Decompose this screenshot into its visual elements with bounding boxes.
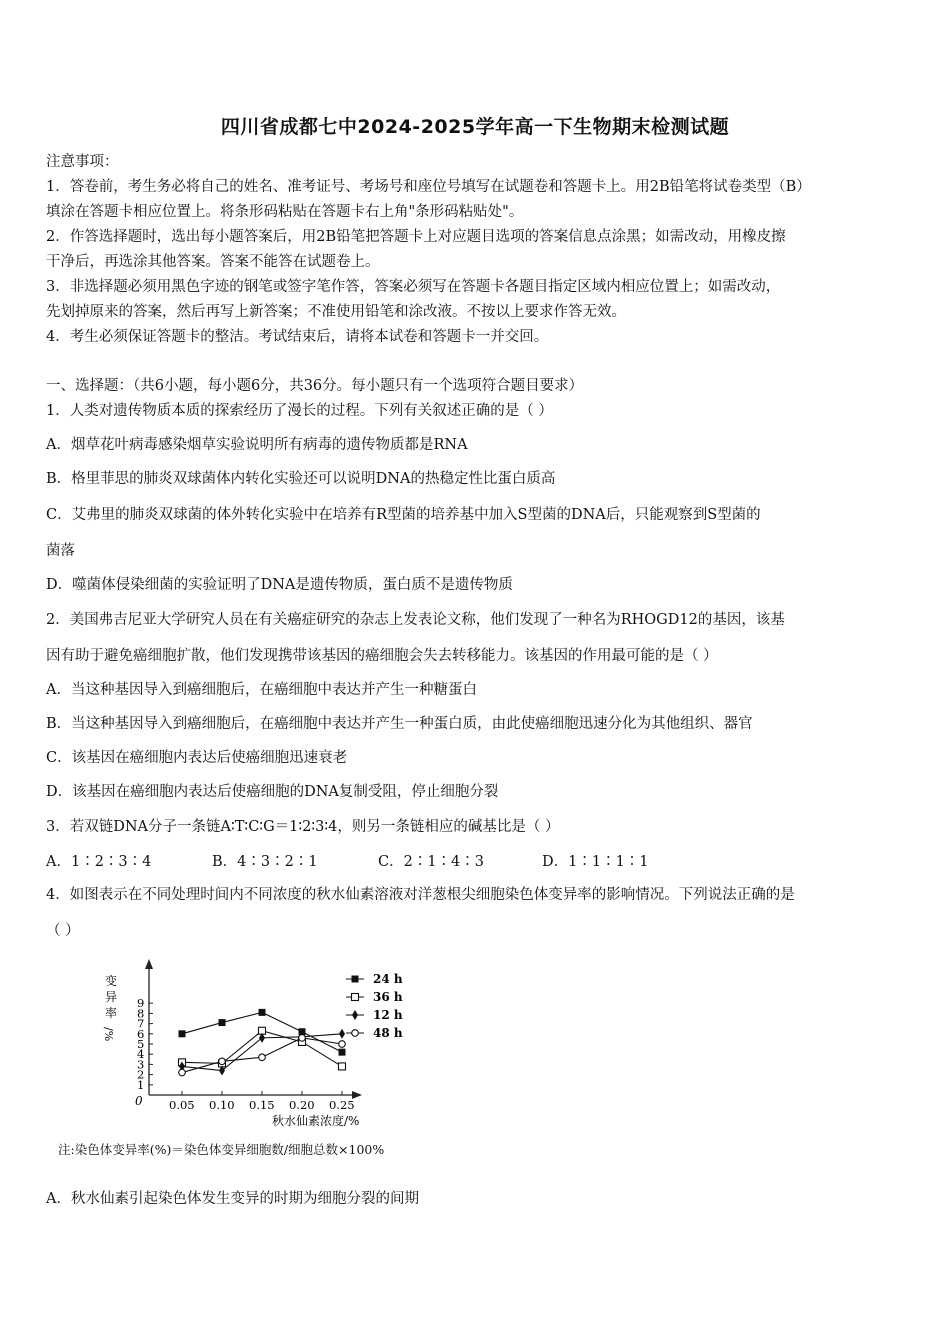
data-point [219, 1058, 226, 1065]
data-point [339, 1029, 345, 1039]
legend-item [346, 972, 403, 986]
legend-label: 48 h [373, 1026, 403, 1040]
q3-option-d: D．1∶1∶1∶1 [542, 854, 649, 870]
x-tick-label: 0.05 [169, 1098, 195, 1112]
q2-option-d: D．该基因在癌细胞内表达后使癌细胞的DNA复制受阻，停止细胞分裂 [46, 784, 499, 800]
x-tick-label: 0.20 [289, 1098, 315, 1112]
data-point [179, 1069, 186, 1076]
notice-line: 先划掉原来的答案，然后再写上新答案；不准使用铅笔和涂改液。不按以上要求作答无效。 [46, 304, 626, 320]
y-label-char: 异 [105, 990, 118, 1004]
y-tick-label: 8 [137, 1006, 145, 1021]
legend-item [346, 990, 403, 1004]
y-tick-label: 4 [137, 1047, 145, 1062]
data-point [339, 1063, 346, 1070]
q1-option-a: A．烟草花叶病毒感染烟草实验说明所有病毒的遗传物质都是RNA [46, 437, 468, 453]
y-tick-label: 2 [137, 1067, 145, 1082]
series-12h [179, 1029, 345, 1076]
data-point [339, 1049, 346, 1056]
notice-line: 填涂在答题卡相应位置上。将条形码粘贴在答题卡右上角"条形码粘贴处"。 [46, 204, 524, 220]
q1-option-c: C．艾弗里的肺炎双球菌的体外转化实验中在培养有R型菌的培养基中加入S型菌的DNA后，只能观察到S型菌的 [46, 507, 761, 523]
y-tick-label: 5 [137, 1037, 145, 1051]
legend-item [346, 1008, 403, 1022]
y-axis-arrow [145, 959, 153, 969]
q4-stem-cont: （ ） [46, 923, 80, 939]
page-title: 四川省成都七中2024-2025学年高一下生物期末检测试题 [220, 116, 730, 138]
chromosome-variation-chart [46, 945, 466, 1165]
y-tick-label: 7 [137, 1016, 145, 1031]
q3-option-a: A．1∶2∶3∶4 [46, 854, 152, 870]
data-point [352, 1010, 358, 1020]
notice-line: 1．答卷前，考生务必将自己的姓名、准考证号、考场号和座位号填写在试题卷和答题卡上。用2B铅笔将试卷类型（B） [46, 179, 811, 195]
data-point [339, 1041, 346, 1048]
q1-option-c-cont: 菌落 [46, 543, 75, 559]
data-point [299, 1035, 306, 1042]
data-point [259, 1054, 266, 1061]
q1-option-b: B．格里菲思的肺炎双球菌体内转化实验还可以说明DNA的热稳定性比蛋白质高 [46, 471, 556, 487]
q1-stem: 1．人类对遗传物质本质的探索经历了漫长的过程。下列有关叙述正确的是（ ） [46, 403, 553, 419]
y-axis-label [102, 973, 117, 1041]
legend-label: 36 h [373, 990, 403, 1004]
x-tick-label: 0.25 [329, 1098, 355, 1112]
notice-line: 干净后，再选涂其他答案。答案不能答在试题卷上。 [46, 254, 380, 270]
x-tick-label: 0.10 [209, 1098, 235, 1112]
notice-line: 2．作答选择题时，选出每小题答案后，用2B铅笔把答题卡上对应题目选项的答案信息点涂黑；如需改动，用橡皮擦 [46, 229, 786, 245]
notice-heading: 注意事项： [46, 154, 119, 170]
legend-label: 24 h [373, 972, 403, 986]
q2-option-b: B．当这种基因导入到癌细胞后，在癌细胞中表达并产生一种蛋白质，由此使癌细胞迅速分化为其他组织、器官 [46, 716, 753, 732]
data-point [352, 976, 359, 983]
data-point [352, 994, 359, 1001]
data-point [259, 1009, 266, 1016]
chart-note: 注:染色体变异率(%)＝染色体变异细胞数/细胞总数×100% [58, 1142, 385, 1157]
q4-option-a: A．秋水仙素引起染色体发生变异的时期为细胞分裂的间期 [46, 1191, 419, 1207]
q3-options [46, 850, 746, 870]
data-point [179, 1030, 186, 1037]
data-point [352, 1030, 359, 1037]
notice-line: 3．非选择题必须用黑色字迹的钢笔或签字笔作答，答案必须写在答题卡各题目指定区域内相应位置上；如需改动， [46, 279, 781, 295]
q3-option-c: C．2∶1∶4∶3 [378, 854, 484, 870]
y-tick-label: 1 [137, 1077, 145, 1092]
q3-stem: 3．若双链DNA分子一条链A∶T∶C∶G＝1∶2∶3∶4，则另一条链相应的碱基比是（ ） [46, 819, 560, 835]
y-label-char: 率 [105, 1006, 118, 1020]
q2-option-c: C．该基因在癌细胞内表达后使癌细胞迅速衰老 [46, 750, 348, 766]
origin-label: 0 [135, 1094, 143, 1108]
y-tick-label: 3 [137, 1057, 145, 1072]
notice-line: 4．考生必须保证答题卡的整洁。考试结束后，请将本试卷和答题卡一并交回。 [46, 329, 549, 345]
y-tick-label: 9 [137, 996, 145, 1011]
q2-option-a: A．当这种基因导入到癌细胞后，在癌细胞中表达并产生一种糖蛋白 [46, 682, 477, 698]
q4-stem: 4．如图表示在不同处理时间内不同浓度的秋水仙素溶液对洋葱根尖细胞染色体变异率的影响情况。下列说法正确的是 [46, 887, 795, 903]
q3-option-b: B．4∶3∶2∶1 [212, 854, 318, 870]
section-heading: 一、选择题：（共6小题，每小题6分，共36分。每小题只有一个选项符合题目要求） [46, 378, 584, 394]
y-label-char: 变 [105, 974, 118, 988]
y-label-char: /% [102, 1027, 115, 1042]
data-point [219, 1019, 226, 1026]
legend-label: 12 h [373, 1008, 403, 1022]
x-axis-label: 秋水仙素浓度/% [272, 1114, 360, 1128]
y-tick-label: 6 [137, 1026, 145, 1041]
x-tick-label: 0.15 [249, 1098, 275, 1112]
q2-stem-cont: 因有助于避免癌细胞扩散，他们发现携带该基因的癌细胞会失去转移能力。该基因的作用最可能的是（ ） [46, 648, 718, 664]
q1-option-d: D．噬菌体侵染细菌的实验证明了DNA是遗传物质，蛋白质不是遗传物质 [46, 577, 513, 593]
q2-stem: 2．美国弗吉尼亚大学研究人员在有关癌症研究的杂志上发表论文称，他们发现了一种名为RHOGD12的基因，该基 [46, 612, 785, 628]
legend-item [346, 1026, 403, 1040]
